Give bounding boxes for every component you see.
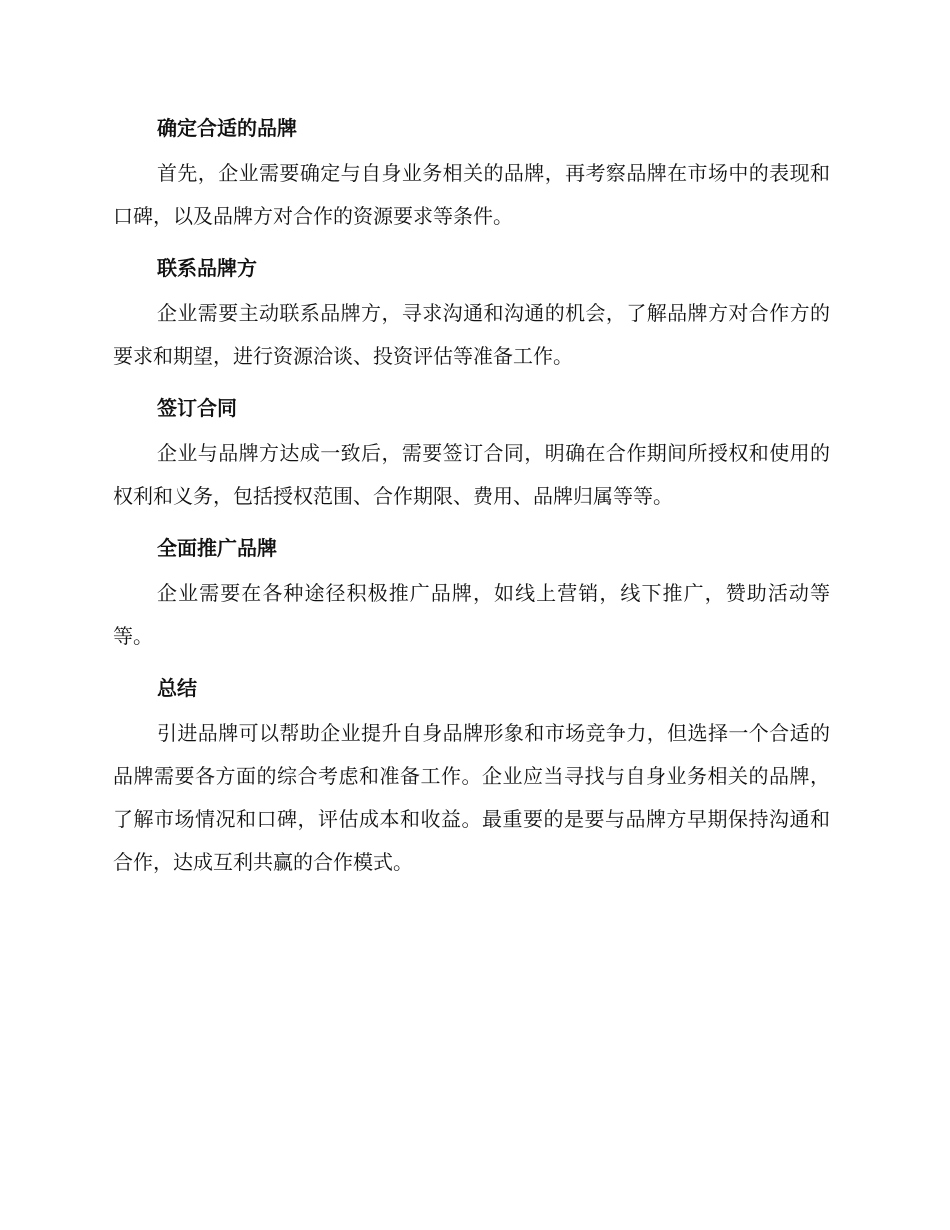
- section-heading: 联系品牌方: [157, 256, 257, 280]
- section-promote-brand: [113, 530, 830, 658]
- section-heading: 总结: [157, 676, 197, 700]
- section-summary: [113, 670, 830, 884]
- section-paragraph: 首先，企业需要确定与自身业务相关的品牌，再考察品牌在市场中的表现和口碑，以及品牌方对合作的资源要求等条件。: [113, 161, 830, 228]
- section-paragraph: 企业需要在各种途径积极推广品牌，如线上营销，线下推广，赞助活动等等。: [113, 581, 830, 648]
- section-sign-contract: [113, 390, 830, 518]
- section-heading: 确定合适的品牌: [157, 116, 297, 140]
- section-heading: 全面推广品牌: [157, 536, 277, 560]
- section-paragraph: 企业与品牌方达成一致后，需要签订合同，明确在合作期间所授权和使用的权利和义务，包括授权范围、合作期限、费用、品牌归属等等。: [113, 441, 830, 508]
- section-heading: 签订合同: [157, 396, 237, 420]
- section-paragraph: 企业需要主动联系品牌方，寻求沟通和沟通的机会，了解品牌方对合作方的要求和期望，进行资源洽谈、投资评估等准备工作。: [113, 301, 830, 368]
- section-paragraph: 引进品牌可以帮助企业提升自身品牌形象和市场竞争力，但选择一个合适的品牌需要各方面的综合考虑和准备工作。企业应当寻找与自身业务相关的品牌，了解市场情况和口碑，评估成本和收益。最重要的是要与品牌方早期保持沟通和合作，达成互利共赢的合作模式。: [113, 721, 830, 874]
- section-choose-brand: [113, 110, 830, 238]
- document-page: [113, 110, 830, 884]
- section-contact-brand: [113, 250, 830, 378]
